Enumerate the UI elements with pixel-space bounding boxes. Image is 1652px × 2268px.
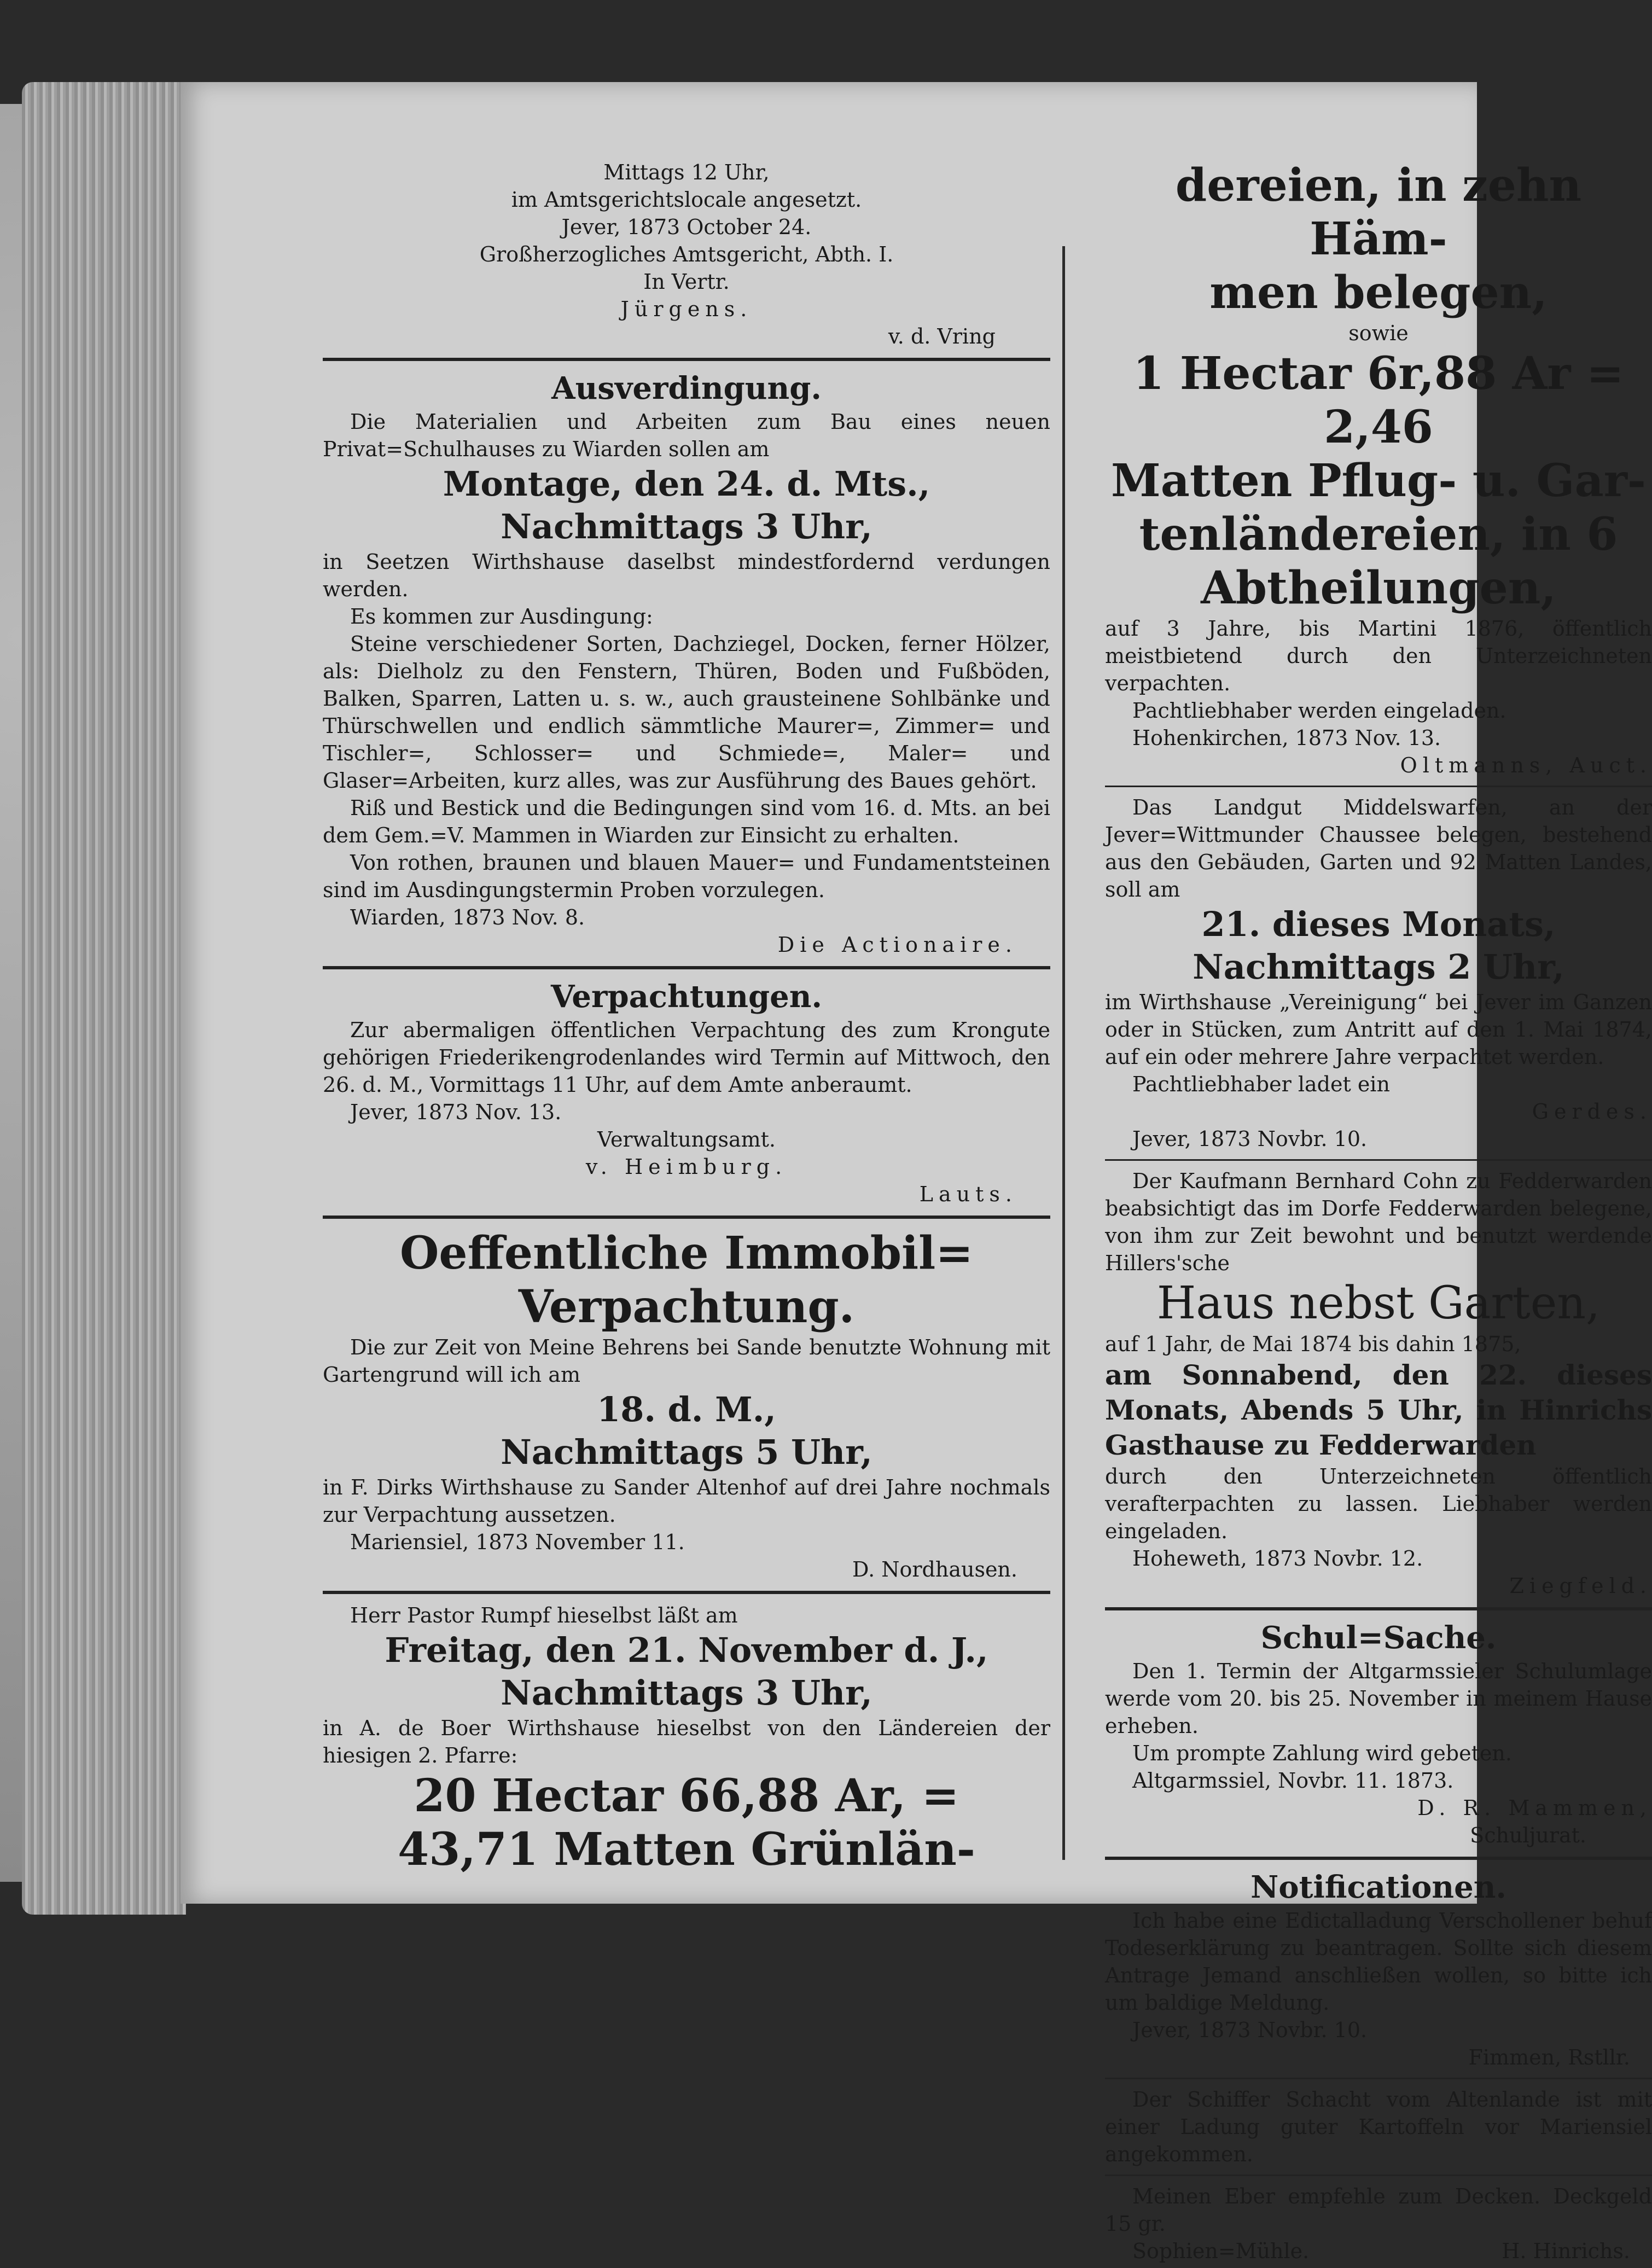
headline-date: Montage, den 24. d. Mts., (443, 464, 930, 504)
paragraph: in F. Dirks Wirthshause zu Sander Altenhof auf drei Jahre nochmals zur Verpachtung aussetzen. (323, 1475, 1050, 1527)
headline: Haus nebst Garten, (1156, 1277, 1601, 1329)
headline: Matten Pflug- u. Gar- (1111, 455, 1646, 507)
signature: v. d. Vring (888, 324, 996, 348)
ad-notificationen (1105, 1868, 1652, 2071)
headline: Abtheilungen, (1201, 562, 1556, 614)
signature: Oltmanns, Auct. (1400, 753, 1652, 777)
paragraph: Die Materialien und Arbeiten zum Bau eines neuen Privat=Schulhauses zu Wiarden sollen am (323, 410, 1050, 461)
headline-time: Nachmittags 3 Uhr, (501, 507, 872, 546)
dateline: Jever, 1873 Novbr. 10. (1132, 2018, 1368, 2042)
section-title: Verpachtung. (518, 1281, 855, 1333)
headline-date: Freitag, den 21. November d. J., (385, 1630, 988, 1670)
ad-continued (1105, 159, 1652, 779)
ad-schacht (1105, 2086, 1652, 2168)
divider (1105, 1159, 1652, 1161)
section-title: Oeffentliche Immobil= (399, 1227, 974, 1280)
text-line: In Vertr. (643, 270, 730, 294)
divider (1105, 786, 1652, 787)
paragraph: auf 3 Jahre, bis Martini 1876, öffentlich meistbietend durch den Unterzeichneten verpachten. (1105, 617, 1652, 695)
paragraph: Der Schiffer Schacht vom Altenlande ist mit einer Ladung guter Kartoffeln vor Mariensiel angekommen. (1105, 2087, 1652, 2166)
paragraph: Pachtliebhaber werden eingeladen. (1132, 699, 1506, 723)
headline: men belegen, (1209, 266, 1548, 319)
text-line: im Amtsgerichtslocale angesetzt. (511, 188, 862, 212)
paragraph: in A. de Boer Wirthshause hieselbst von den Ländereien der hiesigen 2. Pfarre: (323, 1716, 1050, 1767)
paragraph: Von rothen, braunen und blauen Mauer= und Fundamentsteinen sind im Ausdingungstermin Proben vorzulegen. (323, 851, 1050, 902)
paragraph: Pachtliebhaber ladet ein (1132, 1072, 1390, 1096)
signature: Lauts. (919, 1182, 1017, 1206)
paragraph: Steine verschiedener Sorten, Dachziegel, Docken, ferner Hölzer, als: Dielholz zu den Fenstern, Thüren, Boden und Fußböden, Balken, Sparren, Latten u. s. w., auch grausteinene Sohlbänke und Thürschwellen und endlich sämmtliche Maurer=, Zimmer= und Tischler=, Schlosser= und Schmiede=, Maler= und Glaser=Arbeiten, kurz alles, was zur Ausführung des Baues gehört. (323, 632, 1050, 793)
section-title: Ausverdingung. (551, 370, 822, 406)
paragraph: Herr Pastor Rumpf hieselbst läßt am (350, 1603, 738, 1627)
paragraph: Meinen Eber empfehle zum Decken. Deckgeld 15 gr. (1105, 2184, 1652, 2236)
divider (323, 1591, 1050, 1594)
paragraph: Die zur Zeit von Meine Behrens bei Sande benutzte Wohnung mit Gartengrund will ich am (323, 1335, 1050, 1387)
ad-verpachtungen (323, 977, 1050, 1208)
headline: tenländereien, in 6 (1139, 508, 1618, 561)
divider (1105, 2078, 1652, 2079)
paragraph: im Wirthshause „Vereinigung“ bei Jever im Ganzen oder in Stücken, zum Antritt auf den 1. Mai 1874, auf ein oder mehrere Jahre verpachtet werden. (1105, 990, 1652, 1069)
divider (1105, 2174, 1652, 2176)
headline-time: Nachmittags 2 Uhr, (1193, 947, 1564, 987)
text-line: Großherzogliches Amtsgericht, Abth. I. (479, 242, 894, 266)
section-title: Notificationen. (1250, 1869, 1506, 1905)
dateline: Hoheweth, 1873 Novbr. 12. (1132, 1546, 1423, 1571)
divider (323, 966, 1050, 969)
headline-time: Nachmittags 5 Uhr, (501, 1432, 872, 1472)
dateline: Altgarmssiel, Novbr. 11. 1873. (1132, 1769, 1454, 1793)
ad-eber (1105, 2183, 1652, 2265)
paragraph: in Seetzen Wirthshause daselbst mindestfordernd verdungen werden. (323, 550, 1050, 601)
notice-amtsgericht (323, 159, 1050, 350)
text-line: sowie (1348, 321, 1409, 345)
ad-schul-sache (1105, 1618, 1652, 1849)
signature: Ziegfeld. (1509, 1574, 1652, 1598)
dateline: Wiarden, 1873 Nov. 8. (350, 905, 585, 929)
paragraph: Den 1. Termin der Altgarmssieler Schulumlage werde vom 20. bis 25. November in meinem Hause erheben. (1105, 1659, 1652, 1738)
paragraph: auf 1 Jahr, de Mai 1874 bis dahin 1875, (1105, 1332, 1521, 1356)
paragraph: Riß und Bestick und die Bedingungen sind vom 16. d. Mts. an bei dem Gem.=V. Mammen in Wiarden zur Einsicht zu erhalten. (323, 796, 1050, 847)
divider (1105, 1857, 1652, 1860)
paragraph: Das Landgut Middelswarfen, an der Jever=Wittmunder Chaussee belegen, bestehend aus den Gebäuden, Garten und 92 Matten Landes, soll am (1105, 795, 1652, 902)
headline-date: am Sonnabend, den 22. dieses Monats, Abends 5 Uhr, in Hinrichs Gasthause zu Fedderwarden (1105, 1359, 1652, 1461)
headline: dereien, in zehn Häm- (1175, 159, 1582, 265)
signature: Jürgens. (620, 297, 753, 321)
divider (323, 1216, 1050, 1219)
paragraph: Zur abermaligen öffentlichen Verpachtung des zum Krongute gehörigen Friederikengrodenlandes wird Termin auf Mittwoch, den 26. d. M., Vormittags 11 Uhr, auf dem Amte anberaumt. (323, 1018, 1050, 1097)
book-page-edges (22, 82, 186, 1915)
headline-date: 18. d. M., (597, 1389, 776, 1429)
ad-landgut (1105, 794, 1652, 1153)
signature: v. Heimburg. (585, 1155, 788, 1179)
signature: Gerdes. (1532, 1100, 1652, 1124)
paragraph: Der Kaufmann Bernhard Cohn zu Fedderwarden beabsichtigt das im Dorfe Fedderwarden belegene, von ihm zur Zeit bewohnt und benutzt werdende Hillers'sche (1105, 1169, 1652, 1275)
paragraph: Ich habe eine Edictalladung Verschollener behuf Todeserklärung zu beantragen. Sollte sich diesem Antrage Jemand anschließen wollen, so bitte ich um baldige Meldung. (1105, 1909, 1652, 2015)
signature: D. R. Mammen, (1417, 1796, 1652, 1820)
divider (1105, 1607, 1652, 1610)
signature: Fimmen, Rstllr. (1468, 2045, 1630, 2069)
divider (323, 358, 1050, 361)
text-line: Mittags 12 Uhr, (603, 160, 770, 184)
dateline: Mariensiel, 1873 November 11. (350, 1530, 685, 1554)
headline-area: 20 Hectar 66,88 Ar, = (414, 1770, 959, 1822)
left-column (323, 159, 1050, 1880)
paragraph: Es kommen zur Ausdingung: (350, 604, 653, 629)
newspaper-page (181, 82, 1652, 2263)
place-name: Sophien=Mühle. (1132, 2239, 1310, 2263)
column-divider (1062, 246, 1065, 1860)
headline-area: 43,71 Matten Grünlän- (398, 1823, 975, 1876)
signature: Schuljurat. (1470, 1823, 1586, 1847)
section-title: Verpachtungen. (551, 979, 822, 1015)
signature: H. Hinrichs. (1502, 2239, 1630, 2263)
text-line: Jever, 1873 October 24. (561, 215, 812, 239)
ad-cohn (1105, 1167, 1652, 1600)
headline-date: 21. dieses Monats, (1201, 904, 1556, 944)
right-column (1105, 159, 1652, 2268)
headline-time: Nachmittags 3 Uhr, (501, 1673, 872, 1713)
dateline: Hohenkirchen, 1873 Nov. 13. (1132, 726, 1441, 750)
paragraph: durch den Unterzeichneten öffentlich verafterpachten zu lassen. Liebhaber werden eingeladen. (1105, 1464, 1652, 1543)
text-line (1105, 2237, 1652, 2265)
ad-immobil (323, 1226, 1050, 1583)
section-title: Schul=Sache. (1260, 1620, 1497, 1656)
signature: D. Nordhausen. (852, 1557, 1017, 1581)
paragraph: Um prompte Zahlung wird gebeten. (1132, 1741, 1512, 1765)
ad-ausverdingung (323, 369, 1050, 958)
text-line: Verwaltungsamt. (597, 1127, 776, 1152)
signature: Die Actionaire. (777, 933, 1017, 957)
ad-rumpf (323, 1602, 1050, 1876)
headline: 1 Hectar 6r,88 Ar = 2,46 (1133, 347, 1624, 453)
dateline: Jever, 1873 Nov. 13. (350, 1100, 562, 1124)
dateline: Jever, 1873 Novbr. 10. (1132, 1127, 1368, 1151)
